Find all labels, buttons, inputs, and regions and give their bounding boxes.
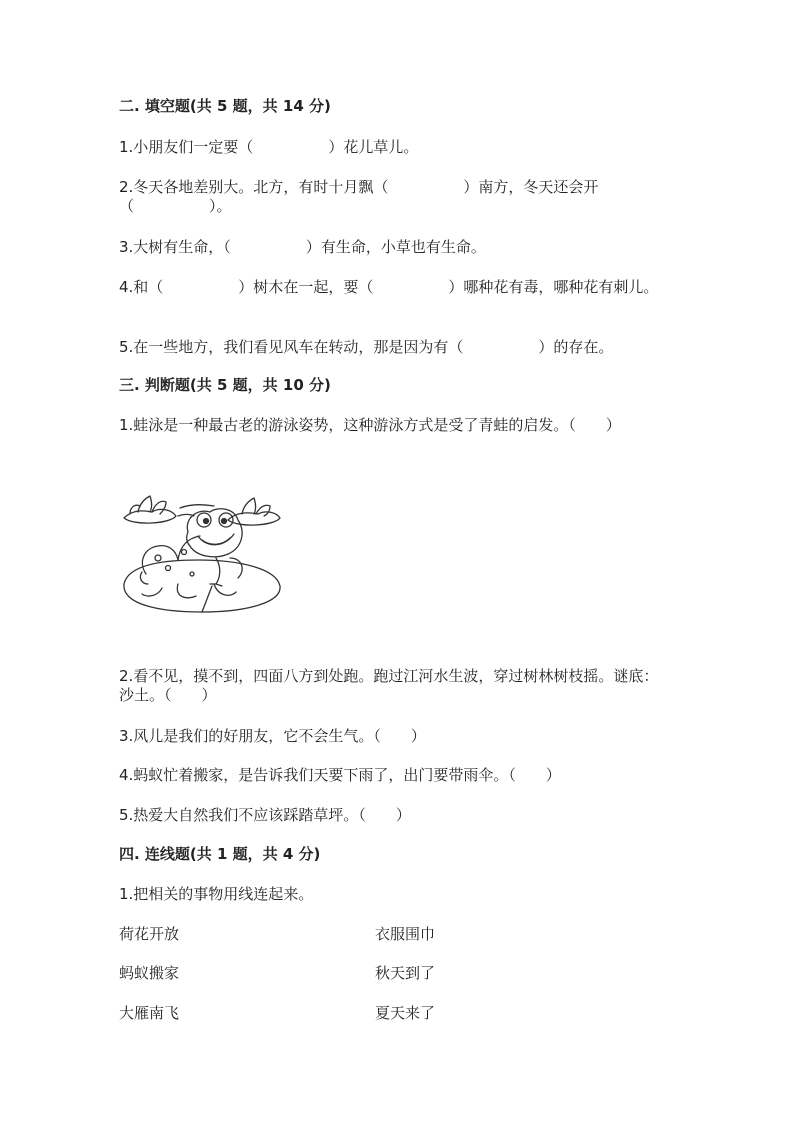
section-2-heading: 二. 填空题(共 5 题，共 14 分): [119, 97, 331, 115]
match-question-1: 1.把相关的事物用线连起来。: [119, 885, 314, 903]
frog-on-lilypad-illustration: [118, 488, 286, 616]
judge-question-5: 5.热爱大自然我们不应该踩踏草坪。（ ）: [119, 806, 411, 824]
fill-question-5: 5.在一些地方，我们看见风车在转动，那是因为有（ ）的存在。: [119, 338, 614, 356]
match-right-item: 秋天到了: [375, 964, 436, 982]
fill-question-2: 2.冬天各地差别大。北方，有时十月飘（ ）南方，冬天还会开（ ）。: [119, 178, 599, 215]
judge-question-1: 1.蛙泳是一种最古老的游泳姿势，这种游泳方式是受了青蛙的启发。（ ）: [119, 416, 621, 434]
match-right-item: 夏天来了: [375, 1004, 436, 1022]
fill-question-1: 1.小朋友们一定要（ ）花儿草儿。: [119, 138, 419, 156]
fill-question-3: 3.大树有生命，（ ）有生命，小草也有生命。: [119, 238, 486, 256]
judge-question-3: 3.风儿是我们的好朋友，它不会生气。（ ）: [119, 727, 426, 745]
fill-question-4: 4.和（ ）树木在一起，要（ ）哪种花有毒，哪种花有刺儿。: [119, 278, 659, 296]
match-left-item: 大雁南飞: [119, 1004, 180, 1022]
match-left-item: 荷花开放: [119, 925, 180, 943]
section-3-heading: 三. 判断题(共 5 题，共 10 分): [119, 376, 331, 394]
judge-question-4: 4.蚂蚁忙着搬家，是告诉我们天要下雨了，出门要带雨伞。（ ）: [119, 766, 561, 784]
match-left-item: 蚂蚁搬家: [119, 964, 180, 982]
judge-question-2: 2.看不见，摸不到，四面八方到处跑。跑过江河水生波，穿过树林树枝摇。谜底：沙土。（ ）: [119, 667, 659, 704]
section-4-heading: 四. 连线题(共 1 题，共 4 分): [119, 845, 321, 863]
match-right-item: 衣服围巾: [375, 925, 436, 943]
